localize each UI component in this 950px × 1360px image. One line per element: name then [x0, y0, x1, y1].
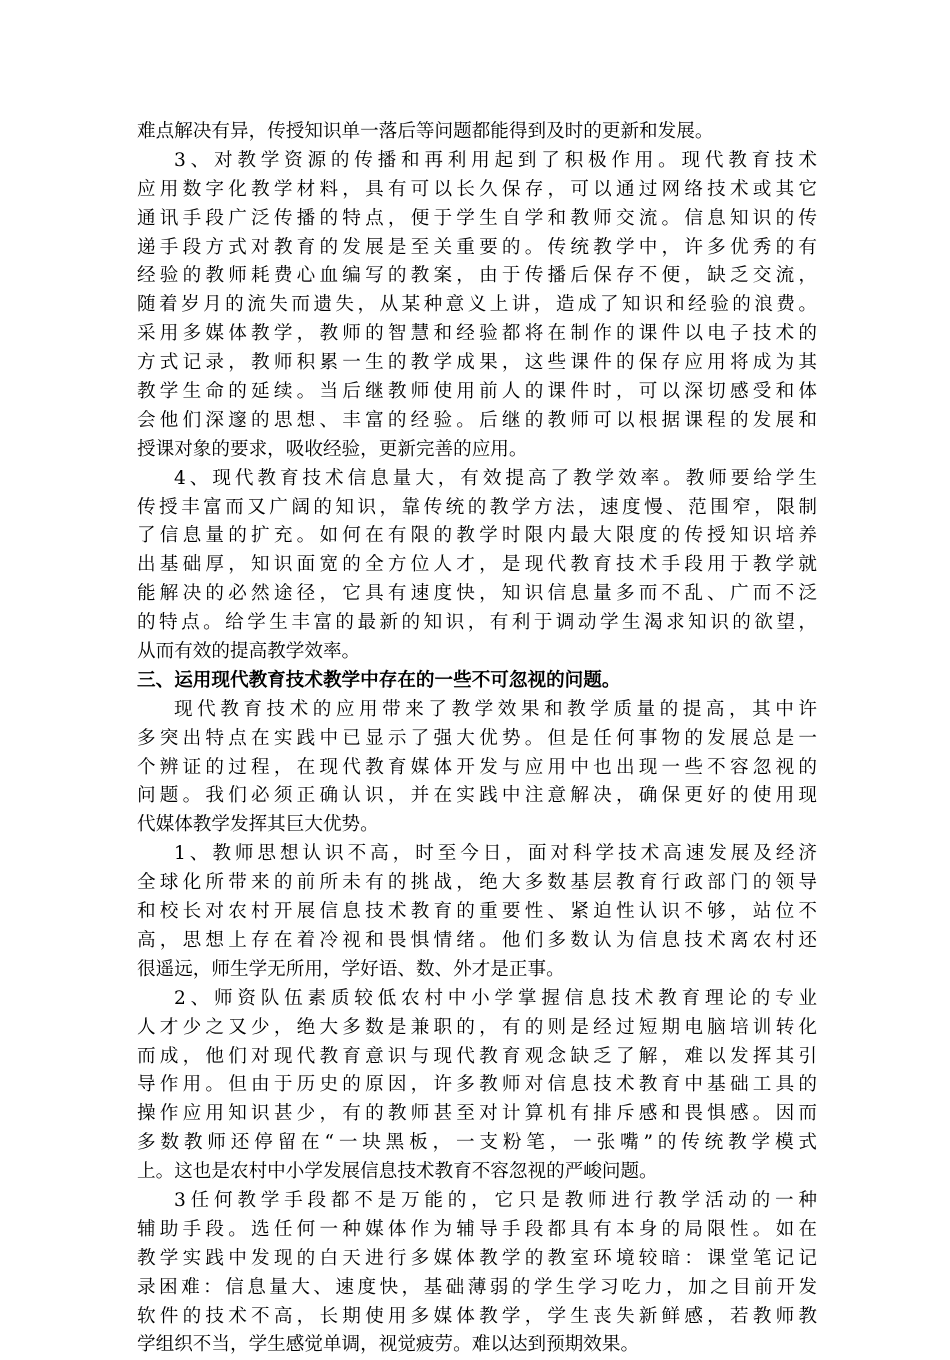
- text-line: 了信息量的扩充。如何在有限的教学时限内最大限度的传授知识培养: [137, 525, 817, 547]
- text-line: 3、对教学资源的传播和再利用起到了积极作用。现代教育技术: [174, 149, 817, 171]
- text-line: 随着岁月的流失而遗失，从某种意义上讲，造成了知识和经验的浪费。: [137, 294, 817, 316]
- text-line: 3任何教学手段都不是万能的，它只是教师进行教学活动的一种: [174, 1189, 817, 1211]
- document-body: [137, 118, 817, 1360]
- text-line: 的特点。给学生丰富的最新的知识，有利于调动学生渴求知识的欲望，: [137, 612, 817, 634]
- text-line: 应用数字化教学材料，具有可以长久保存，可以通过网络技术或其它: [137, 178, 817, 200]
- text-line: 个辨证的过程，在现代教育媒体开发与应用中也出现一些不容忽视的: [137, 756, 817, 778]
- text-line: 4、现代教育技术信息量大，有效提高了教学效率。教师要给学生: [174, 467, 817, 489]
- text-line: 教学实践中发现的白天进行多媒体教学的教室环境较暗：课堂笔记记: [137, 1247, 817, 1269]
- text-line: 方式记录，教师积累一生的教学成果，这些课件的保存应用将成为其: [137, 352, 817, 374]
- section-heading: 三、运用现代教育技术教学中存在的一些不可忽视的问题。: [137, 669, 621, 691]
- text-line: 1、教师思想认识不高，时至今日，面对科学技术高速发展及经济: [174, 843, 817, 865]
- text-line: 辅助手段。选任何一种媒体作为辅导手段都具有本身的局限性。如在: [137, 1218, 817, 1240]
- text-line: 操作应用知识甚少，有的教师甚至对计算机有排斥感和畏惧感。因而: [137, 1103, 817, 1125]
- text-line: 能解决的必然途径，它具有速度快，知识信息量多而不乱、广而不泛: [137, 583, 817, 605]
- text-line: 难点解决有异，传授知识单一落后等问题都能得到及时的更新和发展。: [137, 121, 714, 142]
- text-line: 录困难：信息量大、速度快，基础薄弱的学生学习吃力，加之目前开发: [137, 1276, 817, 1298]
- text-line: 授课对象的要求，吸收经验，更新完善的应用。: [137, 438, 528, 460]
- text-line: 全球化所带来的前所未有的挑战，绝大多数基层教育行政部门的领导: [137, 872, 817, 894]
- text-line: 导作用。但由于历史的原因，许多教师对信息技术教育中基础工具的: [137, 1074, 817, 1096]
- text-line: 上。这也是农村中小学发展信息技术教育不容忽视的严峻问题。: [137, 1161, 658, 1183]
- text-line: 学组织不当，学生感觉单调，视觉疲劳。难以达到预期效果。: [137, 1334, 640, 1356]
- text-line: 现代教育技术的应用带来了教学效果和教学质量的提高，其中许: [174, 698, 817, 720]
- text-line: 多数教师还停留在“一块黑板，一支粉笔，一张嘴”的传统教学模式: [137, 1132, 817, 1154]
- text-line: 出基础厚，知识面宽的全方位人才，是现代教育技术手段用于教学就: [137, 554, 817, 576]
- text-line: 教学生命的延续。当后继教师使用前人的课件时，可以深切感受和体: [137, 381, 817, 403]
- text-line: 人才少之又少，绝大多数是兼职的，有的则是经过短期电脑培训转化: [137, 1016, 817, 1038]
- text-line: 多突出特点在实践中已显示了强大优势。但是任何事物的发展总是一: [137, 727, 817, 749]
- text-line: 和校长对农村开展信息技术教育的重要性、紧迫性认识不够，站位不: [137, 901, 817, 923]
- text-line: 问题。我们必须正确认识，并在实践中注意解决，确保更好的使用现: [137, 785, 817, 807]
- text-line: 代媒体教学发挥其巨大优势。: [137, 814, 379, 836]
- text-line: 通讯手段广泛传播的特点，便于学生自学和教师交流。信息知识的传: [137, 207, 817, 229]
- text-line: 2、师资队伍素质较低农村中小学掌握信息技术教育理论的专业: [174, 987, 817, 1009]
- text-line: 软件的技术不高，长期使用多媒体教学，学生丧失新鲜感，若教师教: [137, 1305, 817, 1327]
- text-line: 采用多媒体教学，教师的智慧和经验都将在制作的课件以电子技术的: [137, 323, 817, 345]
- text-line: 从而有效的提高教学效率。: [137, 641, 361, 663]
- text-line: 传授丰富而又广阔的知识，靠传统的教学方法，速度慢、范围窄，限制: [137, 496, 817, 518]
- text-line: 很遥远，师生学无所用，学好语、数、外才是正事。: [137, 958, 565, 980]
- text-line: 经验的教师耗费心血编写的教案，由于传播后保存不便，缺乏交流，: [137, 265, 817, 287]
- text-line: 递手段方式对教育的发展是至关重要的。传统教学中，许多优秀的有: [137, 236, 817, 258]
- text-line: 高，思想上存在着冷视和畏惧情绪。他们多数认为信息技术离农村还: [137, 929, 817, 951]
- text-line: 而成，他们对现代教育意识与现代教育观念缺乏了解，难以发挥其引: [137, 1045, 817, 1067]
- text-line: 会他们深邃的思想、丰富的经验。后继的教师可以根据课程的发展和: [137, 409, 817, 431]
